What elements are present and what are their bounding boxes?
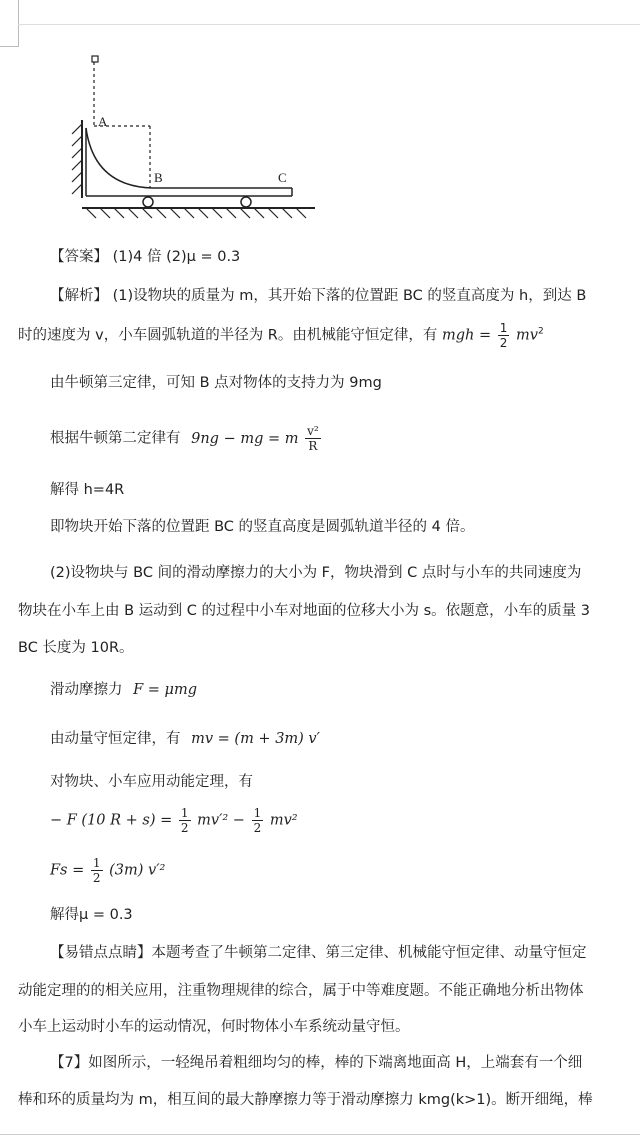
energy-mid: mv′² − (197, 812, 245, 829)
cart (86, 128, 292, 196)
solve-h-line: 解得 h=4R (50, 482, 125, 498)
fraction-denominator: R (305, 438, 321, 453)
momentum-line (50, 731, 320, 748)
fraction-numerator: 1 (180, 806, 189, 820)
solve-mu-line: 解得μ = 0.3 (50, 907, 133, 923)
newton2-fraction (305, 424, 321, 453)
block-P (92, 56, 98, 62)
label-B: B (154, 170, 163, 185)
page-top-border (18, 24, 640, 25)
analysis-line-2 (18, 321, 544, 350)
energy-fraction-1 (179, 806, 191, 835)
part2-line-3: BC 长度为 10R。 (18, 640, 134, 656)
fs-equation (50, 856, 165, 885)
fraction-denominator: 2 (499, 336, 508, 350)
friction-text: 滑动摩擦力 (50, 682, 123, 698)
page-corner-mark (0, 0, 19, 47)
error-point-line-2: 动能定理的的相关应用，注重物理规律的综合，属于中等难度题。不能正确地分析出物体 (18, 983, 584, 999)
fs-lhs: Fs = (50, 862, 85, 879)
fraction-numerator: 1 (253, 806, 262, 820)
analysis-line-2-exponent: 2 (537, 326, 544, 337)
analysis-line-2-text: 时的速度为 v，小车圆弧轨道的半径为 R。由机械能守恒定律，有 (18, 327, 438, 344)
label-A: A (98, 114, 108, 129)
label-C: C (278, 170, 287, 185)
energy-fraction-2 (252, 806, 264, 835)
newton2-text: 根据牛顿第二定律有 (50, 430, 181, 447)
error-point-line-1: 【易错点点睛】本题考查了牛顿第二定律、第三定律、机械能守恒定律、动量守恒定 (50, 945, 587, 961)
wall-hatching (72, 124, 82, 194)
fraction-numerator: 1 (92, 856, 101, 870)
friction-line (50, 682, 197, 699)
friction-math: F = μmg (133, 682, 197, 698)
analysis-line-1: 【解析】 (1)设物块的质量为 m，其开始下落的位置距 BC 的竖直高度为 h，到达 B (50, 288, 587, 304)
analysis-line-2-rhs: mv (515, 327, 538, 344)
newton-second-law-line (50, 424, 323, 453)
analysis-line-2-lhs: mgh = (441, 327, 492, 344)
fraction-numerator: v² (307, 424, 319, 438)
part2-line-1: (2)设物块与 BC 间的滑动摩擦力的大小为 F，物块滑到 C 点时与小车的共同速度为 (50, 565, 582, 581)
energy-equation (50, 806, 298, 835)
ground-hatching (86, 208, 306, 218)
fraction-numerator: 1 (499, 321, 508, 335)
question-7-line-2: 棒和环的质量均为 m，相互间的最大静摩擦力等于滑动摩擦力 kmg(k>1)。断开细绳，棒 (18, 1092, 593, 1108)
energy-lhs: − F (10 R + s) = (50, 812, 173, 829)
conclusion-line: 即物块开始下落的位置距 BC 的竖直高度是圆弧轨道半径的 4 倍。 (50, 519, 475, 535)
newton-third-law-line: 由牛顿第三定律，可知 B 点对物体的支持力为 9mg (50, 375, 382, 391)
fraction-denominator: 2 (180, 821, 189, 835)
cart-wheels (143, 197, 251, 207)
question-7-line-1: 【7】如图所示，一轻绳吊着粗细均匀的棒，棒的下端离地面高 H，上端套有一个细 (50, 1055, 583, 1071)
momentum-math: mv = (m + 3m) v′ (191, 731, 320, 747)
analysis-line-2-fraction (498, 321, 510, 350)
physics-figure (60, 48, 330, 228)
answer-line: 【答案】 (1)4 倍 (2)μ = 0.3 (50, 249, 241, 265)
fraction-denominator: 2 (253, 821, 262, 835)
kinetic-energy-theorem-line: 对物块、小车应用动能定理，有 (50, 774, 253, 790)
error-point-line-3: 小车上运动时小车的运动情况，何时物体小车系统动量守恒。 (18, 1019, 410, 1035)
fs-fraction (91, 856, 103, 885)
fraction-denominator: 2 (92, 871, 101, 885)
fs-rhs: (3m) v′² (109, 862, 166, 879)
part2-line-2: 物块在小车上由 B 运动到 C 的过程中小车对地面的位移大小为 s。依题意，小车的质量 3 (18, 603, 591, 619)
page-bottom-border (0, 1134, 640, 1135)
energy-rhs: mv² (269, 812, 298, 829)
momentum-text: 由动量守恒定律，有 (50, 731, 181, 747)
newton2-lhs: 9ng − mg = m (191, 430, 299, 447)
